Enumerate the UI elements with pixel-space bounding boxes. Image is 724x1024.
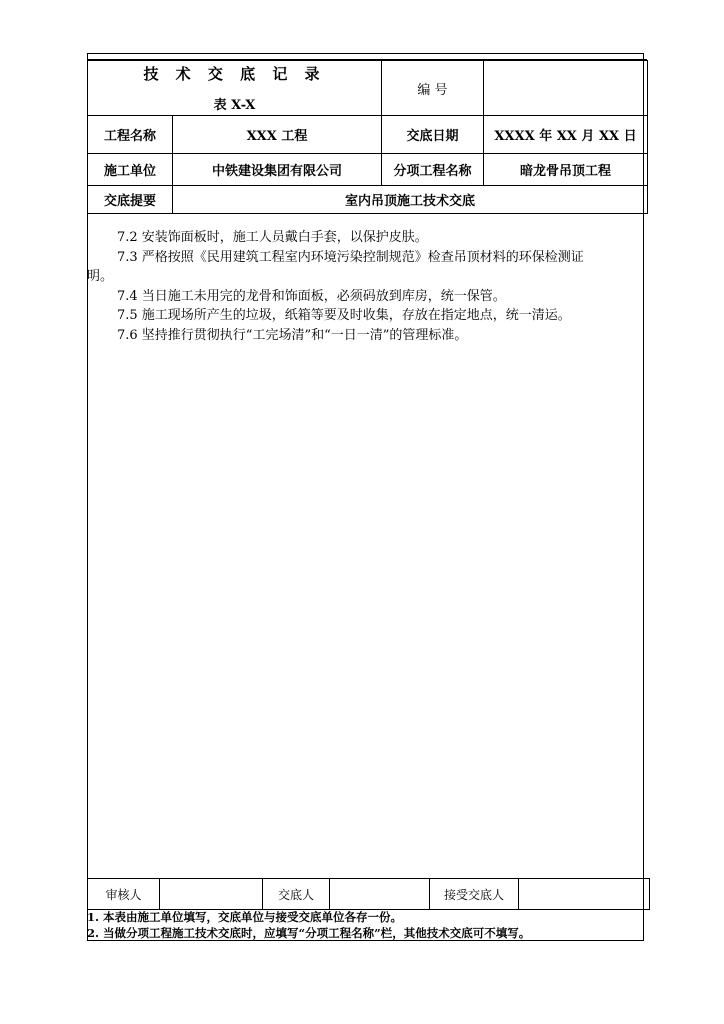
disclosure-content	[87, 228, 643, 345]
receiver-label: 接受交底人	[430, 879, 519, 910]
subproject-value: 暗龙骨吊顶工程	[484, 154, 648, 186]
content-line: 7.6 坚持推行贯彻执行“工完场清”和“一日一清”的管理标准。	[117, 327, 468, 343]
summary-label: 交底提要	[88, 186, 173, 214]
form-title: 技 术 交 底 记 录	[143, 65, 326, 83]
note-item: 1. 本表由施工单位填写，交底单位与接受交底单位各存一份。	[87, 910, 403, 924]
header-table	[87, 60, 648, 214]
date-label: 交底日期	[382, 116, 484, 154]
content-line: 7.4 当日施工未用完的龙骨和饰面板，必须码放到库房，统一保管。	[117, 288, 506, 304]
serial-label: 编 号	[382, 61, 484, 116]
signature-table	[87, 878, 650, 910]
date-value: XXXX 年 XX 月 XX 日	[484, 116, 648, 154]
reviewer-label: 审核人	[88, 879, 160, 910]
receiver-signature	[519, 879, 650, 910]
bottom-border	[87, 940, 644, 941]
title-cell	[88, 61, 382, 116]
content-line: 7.2 安装饰面板时，施工人员戴白手套，以保护皮肤。	[117, 230, 428, 245]
project-name-value: XXX 工程	[173, 116, 382, 154]
content-line: 7.5 施工现场所产生的垃圾，纸箱等要及时收集，存放在指定地点，统一清运。	[117, 308, 571, 323]
form-notes	[87, 909, 643, 941]
discloser-signature	[330, 879, 430, 910]
content-line: 明。	[87, 269, 114, 284]
serial-value	[484, 61, 648, 116]
unit-value: 中铁建设集团有限公司	[173, 154, 382, 186]
note-item: 2. 当做分项工程施工技术交底时，应填写“分项工程名称”栏，其他技术交底可不填写。	[87, 926, 531, 940]
discloser-label: 交底人	[263, 879, 330, 910]
unit-label: 施工单位	[88, 154, 173, 186]
form-number: 表 X-X	[213, 98, 256, 113]
subproject-label: 分项工程名称	[382, 154, 484, 186]
project-name-label: 工程名称	[88, 116, 173, 154]
content-line: 7.3 严格按照《民用建筑工程室内环境污染控制规范》检查吊顶材料的环保检测证	[117, 249, 584, 265]
summary-value: 室内吊顶施工技术交底	[173, 186, 648, 214]
reviewer-signature	[160, 879, 263, 910]
